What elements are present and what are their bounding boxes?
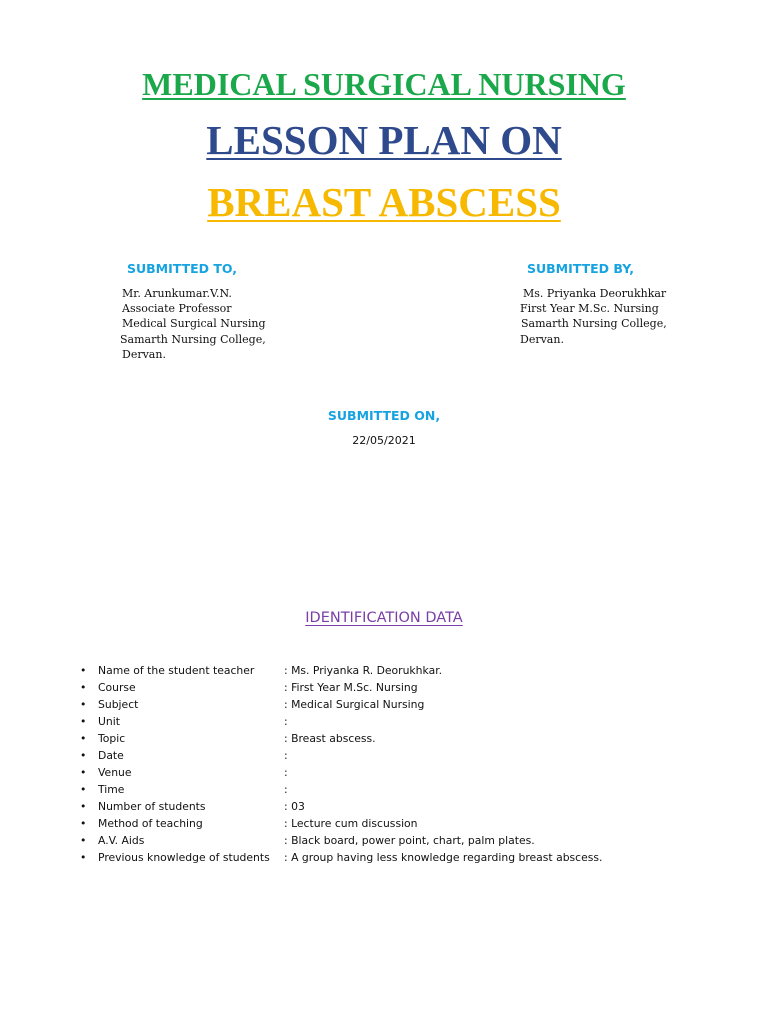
field-value: : [284, 715, 288, 728]
field-label: Number of students [98, 800, 206, 813]
field-label: Course [98, 681, 136, 694]
bullet-icon: • [80, 732, 87, 745]
identification-data-heading: IDENTIFICATION DATA [305, 610, 463, 626]
field-label: Method of teaching [98, 817, 203, 830]
field-label: Venue [98, 766, 132, 779]
field-label: Previous knowledge of students [98, 851, 270, 864]
field-label: Time [98, 783, 125, 796]
submission-date: 22/05/2021 [352, 434, 416, 447]
bullet-icon: • [80, 766, 87, 779]
submitted-to-address [120, 286, 266, 362]
field-label: Topic [98, 732, 126, 745]
submitted-by-line: Samarth Nursing College, [521, 317, 667, 331]
bullet-icon: • [80, 664, 87, 677]
submitted-to-heading: SUBMITTED TO, [127, 261, 238, 276]
field-label: Unit [98, 715, 120, 728]
field-value: : Medical Surgical Nursing [284, 698, 425, 711]
bullet-icon: • [80, 817, 87, 830]
field-label: Date [98, 749, 124, 762]
submitted-by-line: Dervan. [520, 332, 564, 346]
field-value: : A group having less knowledge regarding breast abscess. [284, 851, 603, 864]
field-value: : First Year M.Sc. Nursing [284, 681, 418, 694]
field-label: Subject [98, 698, 139, 711]
submitted-by-line: First Year M.Sc. Nursing [520, 302, 659, 316]
title-line-lesson-plan: LESSON PLAN ON [206, 117, 562, 163]
bullet-icon: • [80, 749, 87, 762]
bullet-icon: • [80, 715, 87, 728]
field-label: Name of the student teacher [98, 664, 255, 677]
submitted-by-line: Ms. Priyanka Deorukhkar [523, 287, 667, 300]
submitted-by-heading: SUBMITTED BY, [527, 261, 634, 276]
submitted-to-line: Dervan. [122, 347, 166, 361]
bullet-icon: • [80, 834, 87, 847]
submitted-to-line: Mr. Arunkumar.V.N. [122, 287, 232, 300]
submitted-on-heading: SUBMITTED ON, [327, 408, 441, 423]
field-label: A.V. Aids [98, 834, 145, 847]
field-value: : [284, 766, 288, 779]
submitted-to-line: Associate Professor [122, 302, 232, 316]
bullet-icon: • [80, 851, 87, 864]
submitted-to-line: Medical Surgical Nursing [122, 317, 266, 331]
bullet-icon: • [80, 681, 87, 694]
bullet-icon: • [80, 783, 87, 796]
field-value: : Breast abscess. [284, 732, 376, 745]
title-line-breast-abscess: BREAST ABSCESS [207, 179, 561, 225]
field-value: : 03 [284, 800, 305, 813]
field-value: : Ms. Priyanka R. Deorukhkar. [284, 664, 443, 677]
field-value: : Lecture cum discussion [284, 817, 418, 830]
field-value: : [284, 783, 288, 796]
submitted-to-line: Samarth Nursing College, [120, 332, 266, 346]
field-value: : Black board, power point, chart, palm plates. [284, 834, 535, 847]
title-line-medical-surgical-nursing: MEDICAL SURGICAL NURSING [142, 66, 626, 102]
bullet-icon: • [80, 800, 87, 813]
submitted-by-address [520, 286, 667, 347]
field-value: : [284, 749, 288, 762]
bullet-icon: • [80, 698, 87, 711]
